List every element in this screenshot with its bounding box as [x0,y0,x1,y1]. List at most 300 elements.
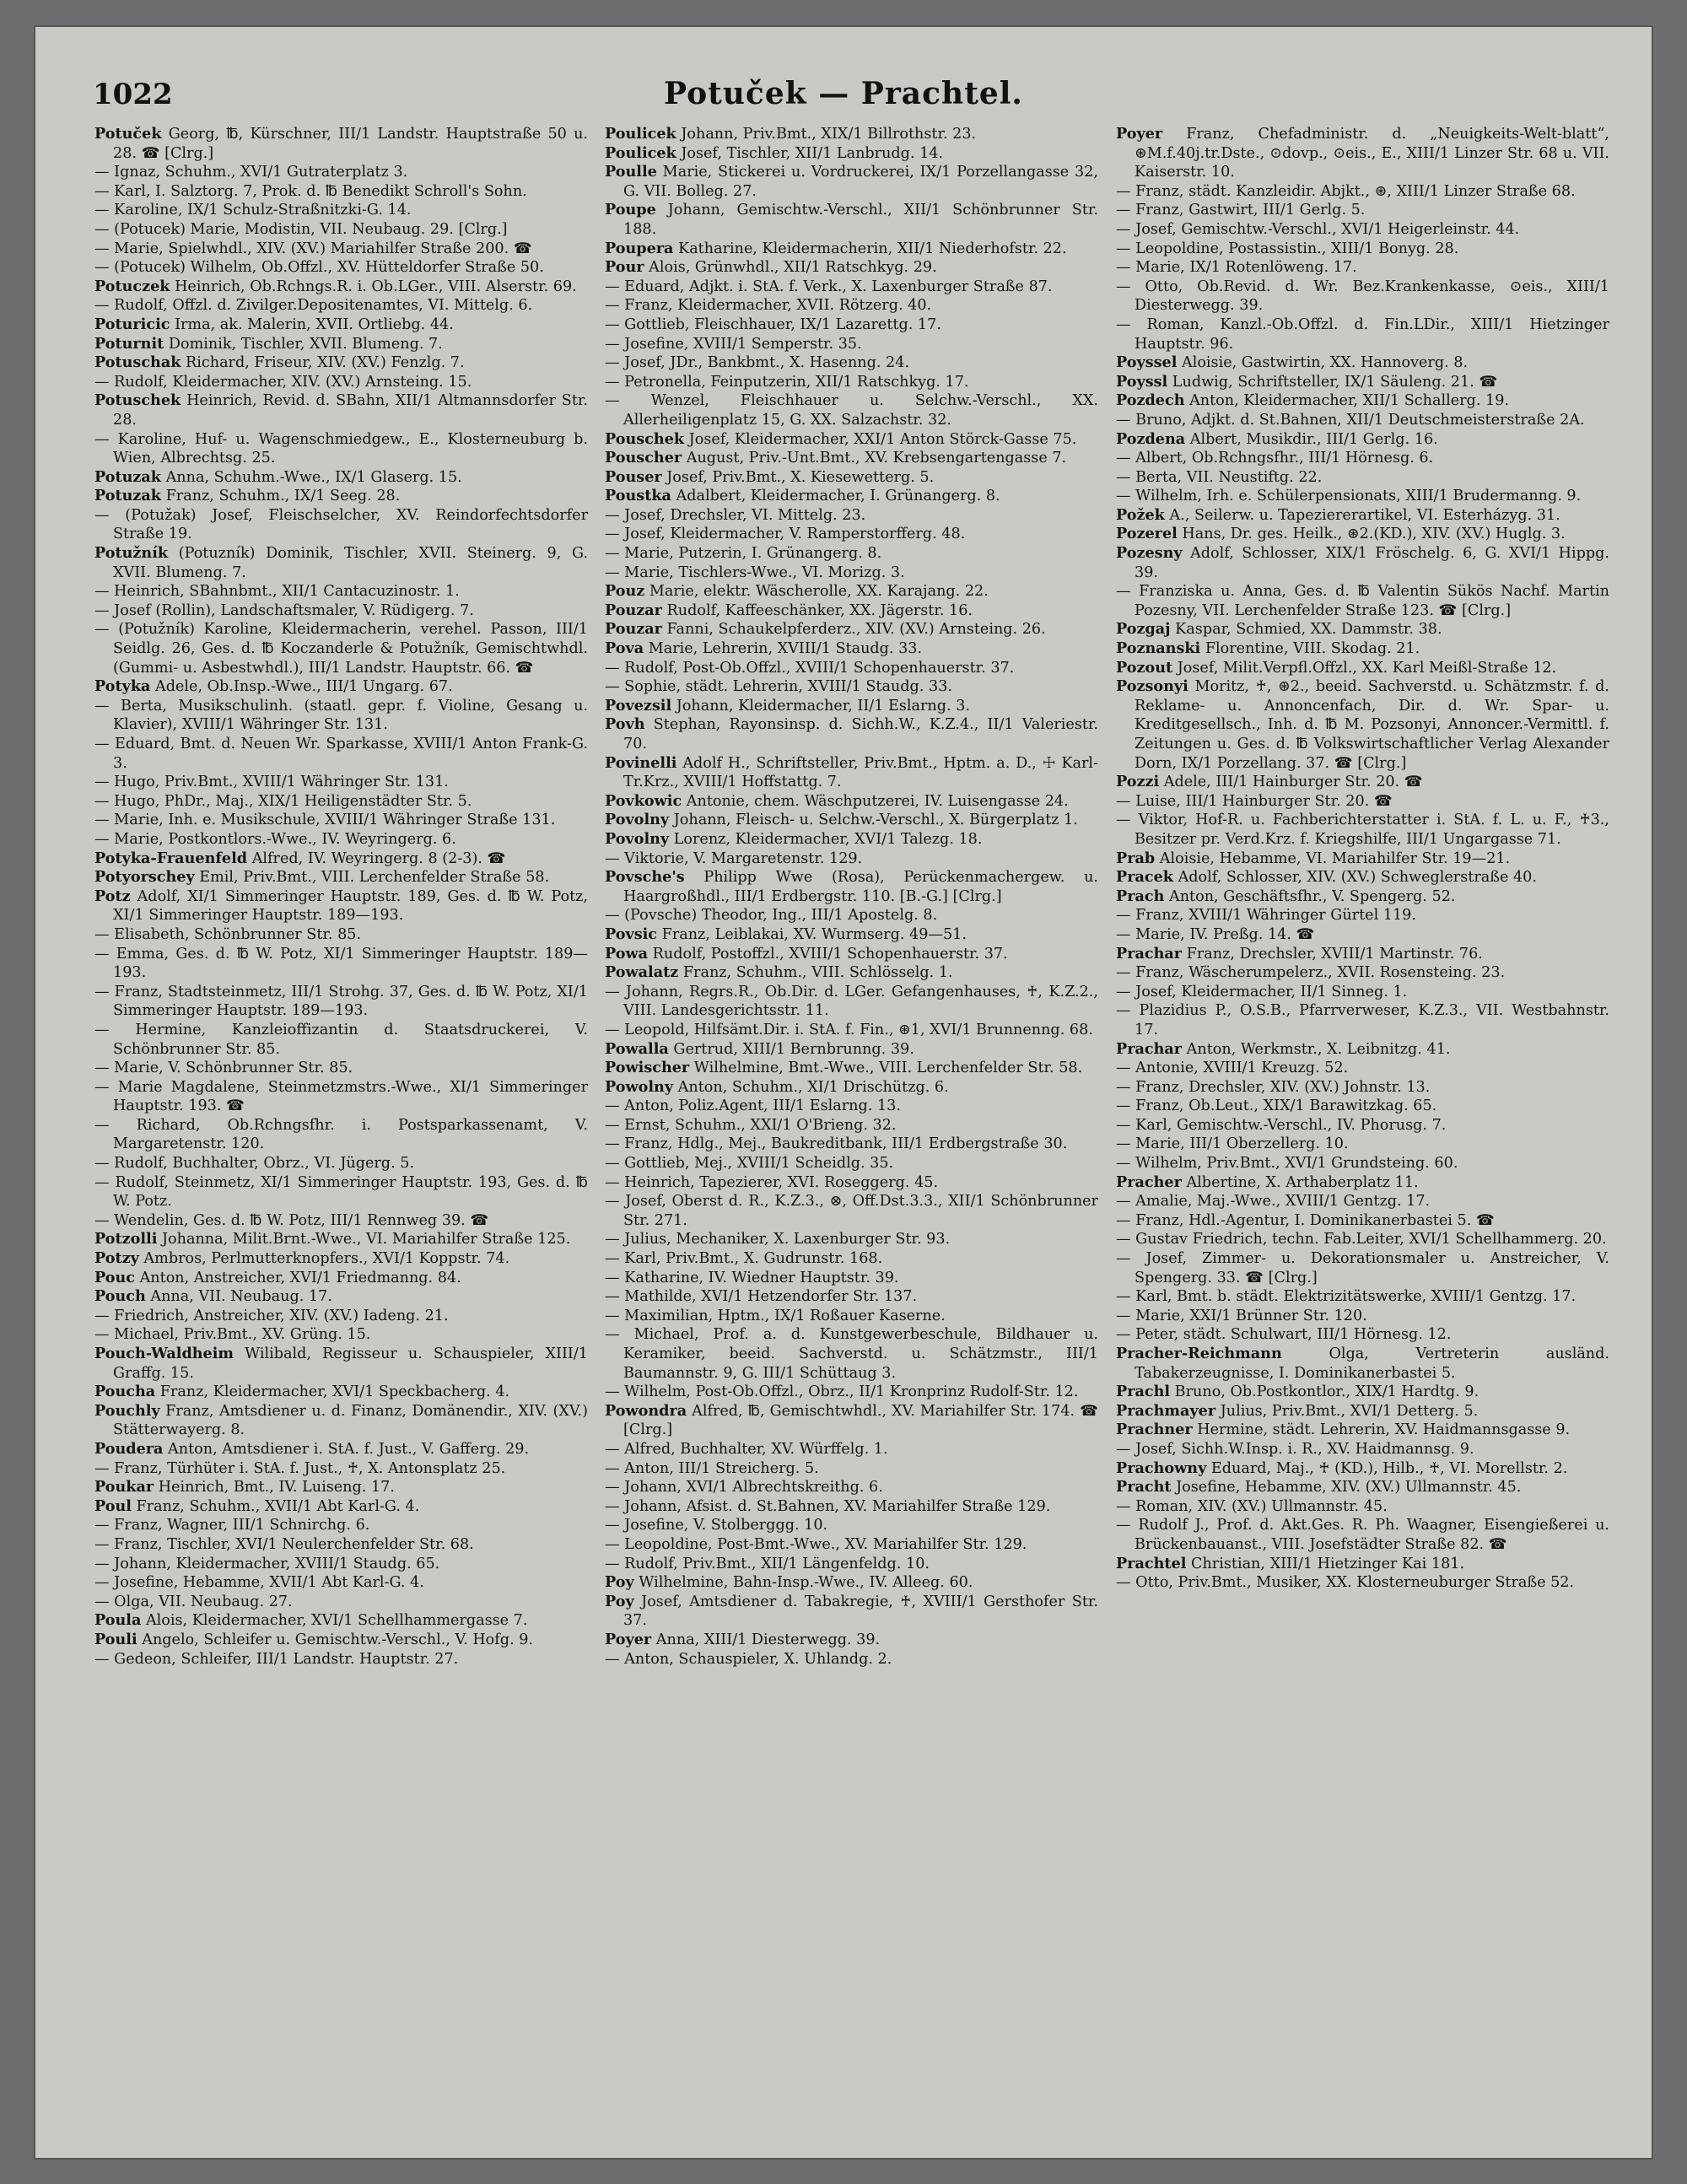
entry-details: Aloisie, Hebamme, VI. Mariahilfer Str. 19—21. [1155,849,1511,867]
directory-entry [605,1478,1098,1497]
entry-surname: Pouschek [605,429,685,448]
entry-details: — Josef, Oberst d. R., K.Z.3., ⊗, Off.Dst.3.3., XII/1 Schönbrunner Str. 271. [605,1193,1098,1229]
entry-details: — Josef, Kleidermacher, V. Ramperstorfferg. 48. [605,526,966,543]
directory-entry [605,1287,1098,1307]
directory-entry [94,887,588,925]
entry-details: — Albert, Ob.Rchngsfhr., III/1 Hörnesg. 6. [1116,450,1434,467]
entry-details: — Josefine, Hebamme, XVII/1 Abt Karl-G. 4. [94,1574,424,1592]
entry-details: — Roman, Kanzl.-Ob.Offzl. d. Fin.LDir., XIII/1 Hietzinger Hauptstr. 96. [1116,315,1609,353]
directory-entry [605,1230,1098,1249]
entry-details: Anton, Anstreicher, XVI/1 Friedmanng. 84. [135,1269,461,1286]
directory-entry [1116,849,1609,869]
entry-details: — Marie, IX/1 Rotenlöweng. 17. [1116,259,1357,277]
directory-entry [94,945,588,983]
entry-details: Rudolf, Postoffzl., XVIII/1 Schopenhauerstr. 37. [648,945,1008,963]
directory-entry [1116,278,1609,315]
entry-details: — (Potucek) Wilhelm, Ob.Offzl., XV. Hütteldorfer Straße 50. [94,259,544,277]
entry-details: — Viktorie, V. Margaretenstr. 129. [605,849,863,867]
entry-details: Alfred, IV. Weyringerg. 8 (2-3). ☎ [247,849,506,867]
directory-entry [94,1383,588,1402]
entry-surname: Pouser [605,467,662,486]
directory-entry [605,620,1098,639]
directory-entry [1116,773,1609,792]
entry-details: Wilhelmine, Bahn-Insp.-Wwe., IV. Alleeg. 60. [633,1574,973,1592]
entry-details: — Viktor, Hof-R. u. Fachberichterstatter i. StA. f. L. u. F., ♰3., Besitzer pr. Verd.Krz. f. Kriegshilfe, III/1 Ungargasse 71. [1116,812,1609,848]
entry-surname: Požek [1116,505,1165,524]
directory-entry [605,163,1098,201]
directory-entry [1116,315,1609,353]
entry-details: Johann, Fleisch- u. Selchw.-Verschl., X. Bürgerplatz 1. [669,812,1078,829]
entry-surname: Pracek [1116,868,1173,887]
entry-details: — Elisabeth, Schönbrunner Str. 85. [94,925,362,943]
entry-surname: Pouc [94,1268,135,1286]
entry-details: — Marie, IV. Preßg. 14. ☎ [1116,925,1315,943]
directory-entry [605,849,1098,869]
entry-details: Albert, Musikdir., III/1 Gerlg. 16. [1185,430,1438,448]
entry-details: August, Priv.-Unt.Bmt., XV. Krebsengartengasse 7. [682,450,1067,467]
directory-entry [1116,1249,1609,1287]
entry-surname: Prab [1116,849,1156,867]
directory-entry [94,1573,588,1593]
directory-entry [1116,1307,1609,1326]
entry-details: — Karoline, IX/1 Schulz-Straßnitzki-G. 14. [94,202,412,219]
directory-entry [605,449,1098,468]
entry-details: Dominik, Tischler, XVII. Blumeng. 7. [164,335,443,353]
entry-details: Heinrich, Bmt., IV. Luiseng. 17. [154,1479,395,1496]
directory-entry [1116,125,1609,182]
directory-entry [94,1230,588,1249]
entry-details: Franz, Kleidermacher, XVI/1 Speckbacherg. 4. [155,1383,510,1401]
directory-entry [1116,411,1609,430]
entry-details: Fanni, Schaukelpferderz., XIV. (XV.) Arnsteing. 26. [661,621,1046,639]
entry-details: Alfred, ℔, Gemischtwhdl., XV. Mariahilfer Str. 174. ☎ [Clrg.] [623,1402,1098,1439]
entry-details: — Eduard, Adjkt. i. StA. f. Verk., X. Laxenburger Straße 87. [605,278,1053,295]
entry-surname: Prachar [1116,1039,1183,1058]
entry-details: — (Povsche) Theodor, Ing., III/1 Apostelg. 8. [605,907,938,925]
directory-entry [94,506,588,544]
directory-entry [605,945,1098,964]
entry-details: Johann, Gemischtw.-Verschl., XII/1 Schönbrunner Str. 188. [623,202,1098,238]
directory-entry [1116,1173,1609,1193]
entry-details: — Franz, Kleidermacher, XVII. Rötzerg. 40. [605,297,932,315]
entry-surname: Pova [605,639,644,658]
directory-entry [1116,868,1609,887]
directory-entry [605,715,1098,753]
directory-entry [605,697,1098,716]
entry-surname: Powalla [605,1039,669,1058]
directory-entry [94,849,588,869]
entry-details: — Amalie, Maj.-Wwe., XVIII/1 Gentzg. 17. [1116,1193,1431,1211]
directory-entry [94,1345,588,1383]
directory-entry [605,963,1098,983]
directory-entry [1116,201,1609,220]
directory-entry [1116,963,1609,983]
directory-entry [605,487,1098,506]
entry-details: Katharine, Kleidermacherin, XII/1 Niederhofstr. 22. [673,240,1067,257]
entry-details: — Anton, Poliz.Agent, III/1 Eslarng. 13. [605,1097,901,1115]
entry-details: Marie, Stickerei u. Vordruckerei, IX/1 Porzellangasse 32, G. VII. Bolleg. 27. [623,164,1098,200]
directory-entry [94,240,588,259]
entry-details: — Julius, Mechaniker, X. Laxenburger Str. 93. [605,1231,951,1248]
directory-entry [605,1555,1098,1574]
directory-entry [1116,544,1609,582]
directory-entry [1116,1402,1609,1421]
entry-details: — Josef, Kleidermacher, II/1 Sinneg. 1. [1116,983,1408,1000]
entry-surname: Pozdech [1116,391,1185,410]
entry-details: — Gustav Friedrich, techn. Fab.Leiter, XVI/1 Schellhammerg. 20. [1116,1231,1607,1248]
entry-surname: Poyssl [1116,372,1168,391]
entry-surname: Poupe [605,201,656,219]
directory-entry [605,1573,1098,1593]
directory-entry [1116,1459,1609,1479]
entry-details: — Josef (Rollin), Landschaftsmaler, V. Rüdigerg. 7. [94,601,474,619]
entry-surname: Potuczek [94,277,170,295]
entry-details: — Josefine, V. Stolberggg. 10. [605,1517,828,1534]
entry-details: Anna, Schuhm.-Wwe., IX/1 Glaserg. 15. [161,468,462,486]
entry-details: Josef, Milit.Verpfl.Offzl., XX. Karl Meißl-Straße 12. [1172,659,1557,677]
entry-details: — Karl, Priv.Bmt., X. Gudrunstr. 168. [605,1250,883,1268]
entry-details: — Johann, XVI/1 Albrechtskreithg. 6. [605,1479,883,1496]
entry-details: — Emma, Ges. d. ℔ W. Potz, XI/1 Simmeringer Hauptstr. 189—193. [94,945,588,982]
directory-entry [94,1287,588,1307]
entry-details: — Franz, Hdlg., Mej., Baukreditbank, III/1 Erdbergstraße 30. [605,1135,1068,1153]
entry-details: Antonie, chem. Wäschputzerei, IV. Luisengasse 24. [682,792,1069,810]
directory-entry [1116,983,1609,1002]
entry-details: — Otto, Priv.Bmt., Musiker, XX. Klosterneuburger Straße 52. [1116,1574,1575,1592]
entry-details: — Karoline, Huf- u. Wagenschmiedgew., E., Klosterneuburg b. Wien, Albrechtsg. 25. [94,430,588,467]
entry-surname: Poucha [94,1383,156,1401]
directory-entry [605,525,1098,544]
entry-surname: Pracht [1116,1478,1172,1496]
entry-surname: Povsic [605,925,658,943]
directory-entry [1116,182,1609,202]
entry-details: Franz, Schuhm., IX/1 Seeg. 28. [161,488,401,505]
entry-details: Christian, XIII/1 Hietzinger Kai 181. [1186,1555,1465,1572]
entry-details: — Plazidius P., O.S.B., Pfarrverweser, K.Z.3., VII. Westbahnstr. 17. [1116,1002,1609,1038]
entry-surname: Pozsonyi [1116,677,1188,696]
entry-details: — Wendelin, Ges. d. ℔ W. Potz, III/1 Rennweg 39. ☎ [94,1211,489,1229]
directory-entry [94,601,588,621]
directory-entry [605,1593,1098,1631]
entry-details: — Franz, städt. Kanzleidir. Abjkt., ⊛, XIII/1 Linzer Straße 68. [1116,182,1576,200]
directory-entry [1116,487,1609,506]
entry-details: Adolf, Schlosser, XIX/1 Fröschelg. 6, G. XVI/1 Hippg. 39. [1135,545,1609,581]
directory-entry [94,773,588,792]
entry-details: — Otto, Ob.Revid. d. Wr. Bez.Krankenkasse, ⊙eis., XIII/1 Diesterwegg. 39. [1116,278,1609,315]
entry-details: — Michael, Prof. a. d. Kunstgewerbeschule, Bildhauer u. Keramiker, beeid. Sachverstd. u. Schätzmstr., III/1 Baumannstr. 9, G. III/1 Schüttaug 3. [605,1326,1098,1382]
entry-surname: Poyssel [1116,353,1178,372]
directory-entry [1116,1001,1609,1039]
entry-surname: Pouch-Waldheim [94,1345,234,1362]
directory-entry [605,1516,1098,1535]
entry-details: — Marie, Inh. e. Musikschule, XVIII/1 Währinger Straße 131. [94,812,556,829]
directory-entry [94,391,588,429]
entry-details: — Marie Magdalene, Steinmetzmstrs.-Wwe., XI/1 Simmeringer Hauptstr. 193. ☎ [94,1078,588,1115]
entry-details: Angelo, Schleifer u. Gemischtw.-Verschl., V. Hofg. 9. [137,1631,534,1648]
entry-surname: Poulicek [605,143,676,162]
entry-details: Richard, Friseur, XIV. (XV.) Fenzlg. 7. [181,354,465,372]
entry-details: Johann, Priv.Bmt., XIX/1 Billrothstr. 23. [676,126,977,143]
entry-surname: Pracher [1116,1173,1182,1191]
directory-entry [94,1478,588,1497]
directory-entry [605,1173,1098,1193]
directory-entry [94,983,588,1021]
directory-entry [94,811,588,830]
entry-surname: Powondra [605,1401,687,1420]
directory-entry [605,506,1098,526]
entry-details: Philipp Wwe (Rosa), Perückenmachergew. u. Haargroßhdl., III/1 Erdbergstr. 110. [B.-G.] [Clrg.] [623,869,1098,905]
entry-details: Johann, Kleidermacher, II/1 Eslarng. 3. [671,697,970,715]
directory-entry [94,544,588,582]
entry-details: Florentine, VIII. Skodag. 21. [1200,640,1420,658]
directory-entry [1116,1555,1609,1574]
entry-details: — Franz, Wäscherumpelerz., XVII. Rosensteing. 23. [1116,964,1506,982]
directory-entry [94,182,588,202]
directory-entry [1116,1383,1609,1402]
entry-details: — Wenzel, Fleischhauer u. Selchw.-Verschl., XX. Allerheiligenplatz 15, G. XX. Salzachstr. 32. [605,392,1098,429]
entry-details: Adele, III/1 Hainburger Str. 20. ☎ [1159,774,1423,791]
directory-entry [605,278,1098,297]
entry-surname: Povezsil [605,696,672,715]
entry-details: — Berta, VII. Neustiftg. 22. [1116,468,1323,486]
entry-surname: Poyer [1116,125,1163,143]
directory-entry [94,315,588,335]
entry-details: — Hermine, Kanzleioffizantin d. Staatsdruckerei, V. Schönbrunner Str. 85. [94,1021,588,1058]
directory-entry [1116,1325,1609,1345]
entry-details: — Johann, Regrs.R., Ob.Dir. d. LGer. Gefangenhauses, ♰, K.Z.2., VIII. Landesgerichtsstr. 11. [605,983,1098,1020]
entry-details: — Rudolf, Steinmetz, XI/1 Simmeringer Hauptstr. 193, Ges. d. ℔ W. Potz. [94,1173,588,1211]
entry-details: — Gottlieb, Mej., XVIII/1 Scheidlg. 35. [605,1155,894,1173]
entry-details: Anton, Geschäftsfhr., V. Spengerg. 52. [1164,887,1456,905]
entry-surname: Poulle [605,163,657,181]
directory-entry [94,487,588,506]
entry-surname: Potuschak [94,353,181,372]
directory-entry [94,1078,588,1116]
entry-details: — Gedeon, Schleifer, III/1 Landstr. Hauptstr. 27. [94,1650,459,1668]
entry-details: — Katharine, IV. Wiedner Hauptstr. 39. [605,1269,899,1286]
directory-entry [94,1440,588,1459]
entry-details: — Franziska u. Anna, Ges. d. ℔ Valentin Sükös Nachf. Martin Pozesny, VII. Lerchenfelder Straße 123. ☎ [Clrg.] [1116,583,1609,619]
entry-details: A., Seilerw. u. Tapeziererartikel, VI. Esterházyg. 31. [1164,506,1560,524]
entry-details: — Franz, Wagner, III/1 Schnirchg. 6. [94,1517,370,1534]
directory-entry [1116,449,1609,468]
directory-entry [605,564,1098,583]
entry-details: Anton, Werkmstr., X. Leibnitzg. 41. [1182,1040,1451,1058]
directory-entry [94,1497,588,1517]
directory-entry [94,1325,588,1345]
entry-details: — Bruno, Adjkt. d. St.Bahnen, XII/1 Deutschmeisterstraße 2A. [1116,411,1585,429]
directory-entry [605,1631,1098,1650]
directory-entry [605,582,1098,601]
directory-entry [605,240,1098,259]
entry-details: Albertine, X. Arthaberplatz 11. [1181,1173,1419,1191]
entry-surname: Potyka [94,677,151,696]
directory-entry [605,1059,1098,1078]
directory-entry [1116,1211,1609,1231]
entry-surname: Prachar [1116,944,1183,963]
entry-surname: Poturnit [94,334,164,353]
entry-details: — Franz, Gastwirt, III/1 Gerlg. 5. [1116,202,1366,219]
entry-details: — Franz, Türhüter i. StA. f. Just., ♰, X. Antonsplatz 25. [94,1459,506,1477]
directory-entry [605,925,1098,945]
entry-details: Adolf, XI/1 Simmeringer Hauptstr. 189, Ges. d. ℔ W. Potz, XI/1 Simmeringer Hauptstr. 189—193. [113,887,588,925]
entry-surname: Poukar [94,1478,154,1496]
entry-details: Adele, Ob.Insp.-Wwe., III/1 Ungarg. 67. [150,678,453,696]
entry-surname: Prachowny [1116,1459,1207,1477]
directory-entry [94,1154,588,1173]
entry-surname: Potzolli [94,1230,158,1248]
directory-entry [94,1307,588,1326]
entry-details: — Franz, Stadtsteinmetz, III/1 Strohg. 37, Ges. d. ℔ W. Potz, XI/1 Simmeringer Hauptstr. 189—193. [94,983,588,1020]
entry-details: — Karl, Gemischtw.-Verschl., IV. Phorusg. 7. [1116,1116,1447,1134]
entry-surname: Poula [94,1611,142,1630]
entry-details: — Luise, III/1 Hainburger Str. 20. ☎ [1116,792,1393,810]
directory-entry [605,1325,1098,1383]
directory-entry [1116,258,1609,278]
directory-entry [605,830,1098,849]
entry-surname: Potuzak [94,467,161,486]
entry-surname: Powolny [605,1077,674,1096]
entry-details: — Karl, Bmt. b. städt. Elektrizitätswerke, XVIII/1 Gentzg. 17. [1116,1288,1577,1306]
entry-details: — Friedrich, Anstreicher, XIV. (XV.) Iadeng. 21. [94,1307,449,1324]
directory-entry [1116,925,1609,945]
entry-details: — Josef, Drechsler, VI. Mittelg. 23. [605,506,866,524]
entry-details: — Mathilde, XVI/1 Hetzendorfer Str. 137. [605,1288,918,1306]
directory-entry [94,258,588,278]
directory-entry [1116,391,1609,411]
entry-surname: Powalatz [605,963,679,982]
directory-entry [605,353,1098,373]
entry-details: — Marie, Postkontlors.-Wwe., IV. Weyringerg. 6. [94,830,456,848]
entry-details: Heinrich, Ob.Rchngs.R. i. Ob.LGer., VIII. Alserstr. 69. [170,278,577,295]
entry-surname: Pouli [94,1630,137,1648]
entry-surname: Prach [1116,887,1165,905]
directory-entry [605,468,1098,488]
directory-entry [1116,811,1609,849]
directory-entry [1116,1497,1609,1517]
directory-entry [605,1078,1098,1097]
directory-entry [94,1116,588,1154]
entry-details: — Rudolf, Offzl. d. Zivilger.Depositenamtes, VI. Mittelg. 6. [94,297,533,315]
directory-entry [94,1021,588,1059]
directory-entry [1116,1478,1609,1497]
entry-surname: Poy [605,1573,634,1592]
entry-surname: Povolny [605,811,670,829]
directory-entry [1116,506,1609,526]
directory-entry [605,906,1098,925]
directory-entry [94,582,588,601]
entry-surname: Potz [94,887,131,905]
directory-entry [605,373,1098,392]
entry-details: — Eduard, Bmt. d. Neuen Wr. Sparkasse, XVIII/1 Anton Frank-G. 3. [94,736,588,772]
directory-entry [605,201,1098,239]
entry-surname: Potuček [94,125,162,143]
entry-surname: Poulicek [605,125,676,143]
directory-entry [605,868,1098,906]
entry-details: — Roman, XIV. (XV.) Ullmannstr. 45. [1116,1497,1388,1515]
entry-details: Josef, Amtsdiener d. Tabakregie, ♰, XVIII/1 Gersthofer Str. 37. [623,1593,1098,1630]
directory-entry [605,430,1098,450]
directory-entry [1116,1287,1609,1307]
directory-entry [1116,1154,1609,1173]
entry-details: Wilibald, Regisseur u. Schauspieler, XIII/1 Graffg. 15. [113,1345,588,1382]
entry-details: Johanna, Milit.Brnt.-Wwe., VI. Mariahilfer Straße 125. [157,1231,571,1248]
entry-surname: Potyka-Frauenfeld [94,849,248,867]
directory-entry [605,639,1098,659]
page-number: 1022 [93,78,173,111]
entry-details: — Marie, V. Schönbrunner Str. 85. [94,1060,353,1077]
directory-entry [1116,1440,1609,1459]
entry-details: — Richard, Ob.Rchngsfhr. i. Postsparkassenamt, V. Margaretenstr. 120. [94,1116,588,1153]
directory-entry [94,1555,588,1574]
entry-details: — Franz, XVIII/1 Währinger Gürtel 119. [1116,907,1416,925]
entry-details: — Antonie, XVIII/1 Kreuzg. 52. [1116,1060,1349,1077]
entry-surname: Pozerel [1116,525,1178,543]
entry-details: Franz, Drechsler, XVIII/1 Martinstr. 76. [1182,945,1483,963]
entry-details: — Johann, Afsist. d. St.Bahnen, XV. Mariahilfer Straße 129. [605,1497,1051,1515]
entry-details: — Berta, Musikschulinh. (staatl. gepr. f. Violine, Gesang u. Klavier), XVIII/1 Währinger Str. 131. [94,697,588,734]
directory-entry [94,353,588,373]
directory-entry [94,278,588,297]
entry-details: — Gottlieb, Fleischhauer, IX/1 Lazarettg. 17. [605,315,941,333]
directory-entry [1116,1078,1609,1097]
entry-details: — Rudolf, Priv.Bmt., XII/1 Längenfeldg. 10. [605,1555,930,1572]
directory-entry [1116,887,1609,907]
directory-entry [605,677,1098,697]
directory-entry [605,1249,1098,1269]
entry-details: — Rudolf, Post-Ob.Offzl., XVIII/1 Schopenhauerstr. 37. [605,659,1015,677]
entry-details: Anton, Kleidermacher, XII/1 Schallerg. 19. [1184,392,1509,410]
entry-details: Franz, Schuhm., XVII/1 Abt Karl-G. 4. [131,1497,420,1515]
entry-surname: Prachmayer [1116,1401,1216,1420]
directory-entry [94,792,588,812]
entry-details: — Josef, Zimmer- u. Dekorationsmaler u. Anstreicher, V. Spengerg. 33. ☎ [Clrg.] [1116,1250,1609,1286]
directory-entry [1116,525,1609,544]
entry-surname: Pouz [605,582,645,601]
directory-entry [1116,1421,1609,1440]
directory-entry [94,296,588,315]
entry-details: — Josef, JDr., Bankbmt., X. Hasenng. 24. [605,354,910,372]
entry-details: — Franz, Drechsler, XIV. (XV.) Johnstr. 13. [1116,1078,1431,1096]
directory-entry [1116,220,1609,240]
entry-details: — Hugo, Priv.Bmt., XVIII/1 Währinger Str. 131. [94,774,449,791]
entry-details: — Anton, Schauspieler, X. Uhlandg. 2. [605,1650,892,1668]
entry-details: Hermine, städt. Lehrerin, XV. Haidmannsgasse 9. [1192,1421,1571,1439]
directory-entry [1116,1116,1609,1135]
directory-entry [605,792,1098,812]
entry-surname: Poyer [605,1630,652,1648]
directory-entry [1116,373,1609,392]
entry-surname: Potzy [94,1249,139,1268]
entry-details: Rudolf, Kaffeeschänker, XX. Jägerstr. 16. [661,601,973,619]
entry-details: — Marie, Tischlers-Wwe., VI. Morizg. 3. [605,564,905,581]
entry-surname: Pozout [1116,658,1173,677]
entry-surname: Prachner [1116,1421,1193,1439]
entry-surname: Prachl [1116,1383,1171,1401]
entry-details: Eduard, Maj., ♰ (KD.), Hilb., ♰, VI. Morellstr. 2. [1206,1459,1568,1477]
entry-details: — Sophie, städt. Lehrerin, XVIII/1 Staudg. 33. [605,678,952,696]
entry-details: — Rudolf, Buchhalter, Obrz., VI. Jügerg. 5. [94,1155,415,1173]
directory-entry [1116,906,1609,925]
entry-details: — Josef, Gemischtw.-Verschl., XVI/1 Heigerleinstr. 44. [1116,220,1520,238]
directory-entry [94,468,588,488]
directory-entry [1116,430,1609,450]
directory-entry [94,163,588,182]
directory-entry [94,868,588,887]
entry-details: — Heinrich, Tapezierer, XVI. Roseggerg. 45. [605,1173,939,1191]
column-3 [1116,125,1609,1593]
directory-entry [605,1307,1098,1326]
